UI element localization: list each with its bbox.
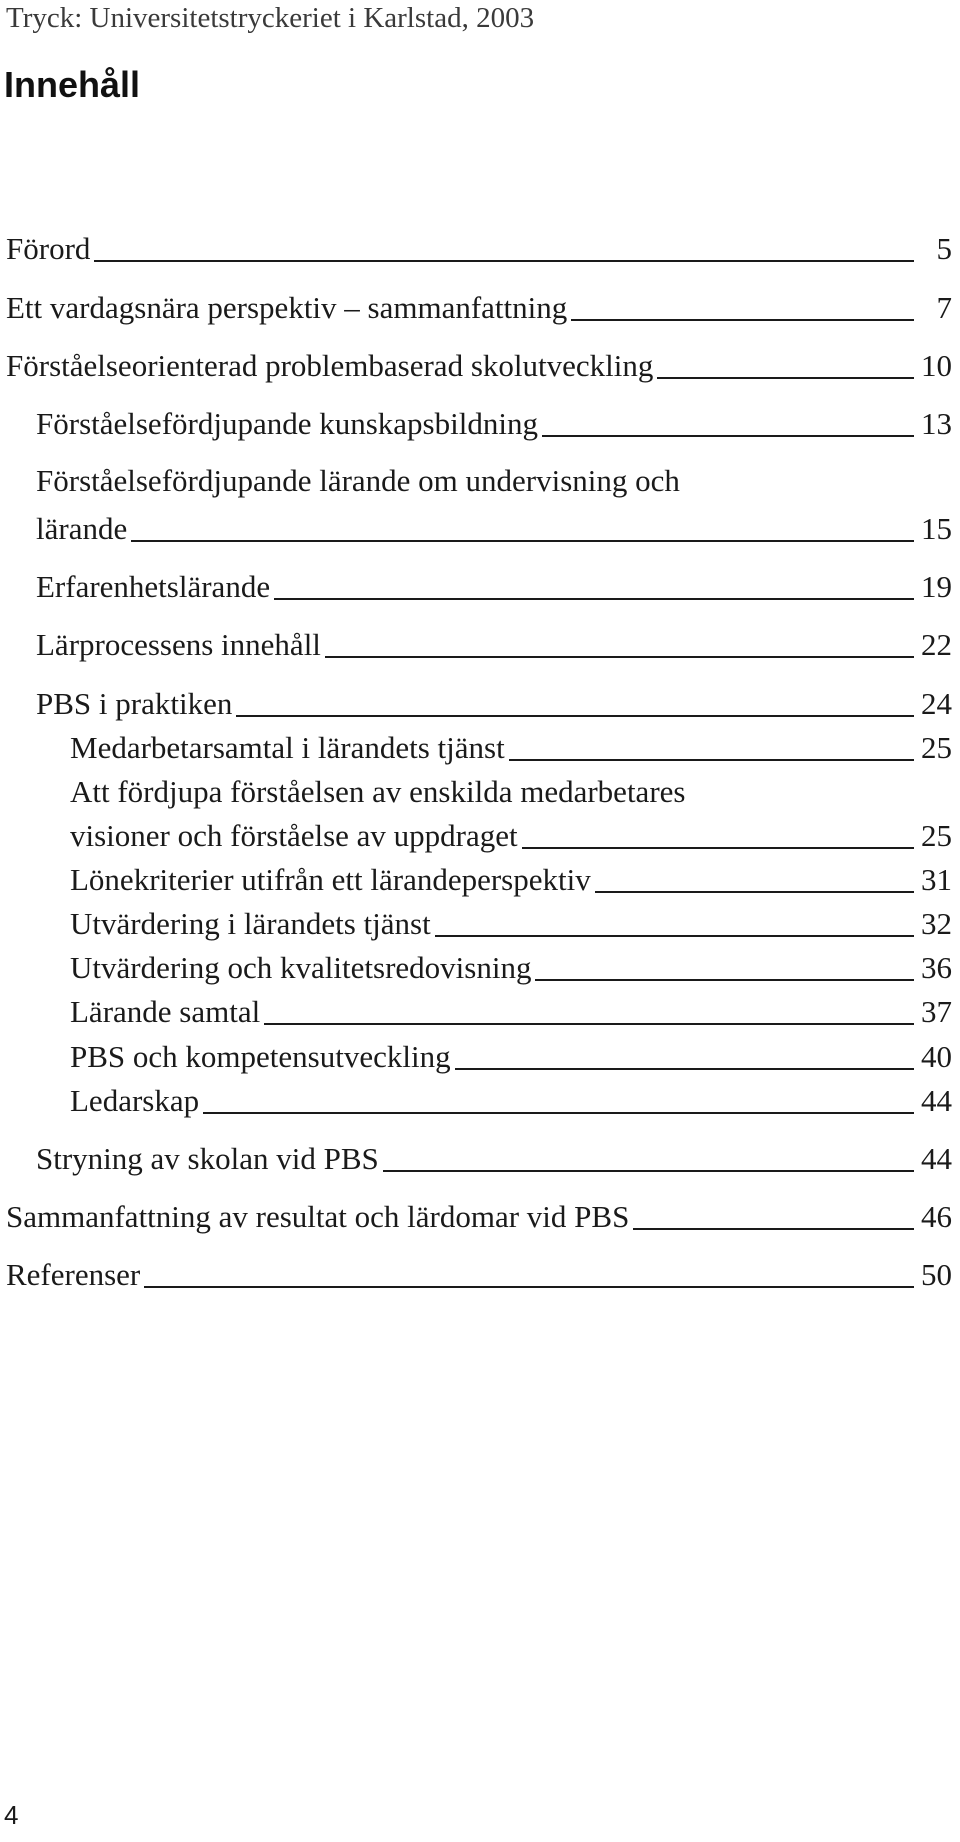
toc-entry-forord[interactable] xyxy=(6,232,952,266)
toc-entry-title-line1: Att fördjupa förståelsen av enskilda medarbetares xyxy=(70,774,686,809)
toc-leader-line xyxy=(274,596,914,600)
page-number: 4 xyxy=(4,1800,19,1830)
toc-entry-title: Ett vardagsnära perspektiv – sammanfattning xyxy=(6,290,568,325)
toc-entry-title: Referenser xyxy=(6,1257,141,1292)
toc-entry-larande-samtal[interactable] xyxy=(70,995,952,1029)
toc-entry-title-line1: Förståelsefördjupande lärande om undervisning och xyxy=(36,463,680,498)
toc-entry-page: 50 xyxy=(921,1257,952,1292)
toc-entry-larprocessens-innehall[interactable] xyxy=(36,628,952,662)
toc-entry-title: Ledarskap xyxy=(70,1083,200,1118)
toc-entry-page: 10 xyxy=(921,348,952,383)
toc-entry-lonekriterier[interactable] xyxy=(70,863,952,897)
toc-entry-title: PBS i praktiken xyxy=(36,686,233,721)
toc-entry-page: 40 xyxy=(921,1039,952,1074)
toc-leader-line xyxy=(455,1066,914,1070)
toc-entry-title: Erfarenhetslärande xyxy=(36,569,271,604)
toc-leader-line xyxy=(522,845,914,849)
toc-leader-line xyxy=(435,933,914,937)
toc-leader-line xyxy=(657,375,914,379)
toc-entry-title: Förord xyxy=(6,231,91,266)
toc-leader-line xyxy=(535,977,914,981)
toc-entry-page: 46 xyxy=(921,1199,952,1234)
toc-leader-line xyxy=(203,1110,914,1114)
toc-entry-title: Lärande samtal xyxy=(70,994,261,1029)
print-note: Tryck: Universitetstryckeriet i Karlstad, 2003 xyxy=(6,2,535,34)
toc-entry-page: 19 xyxy=(921,569,952,604)
toc-entry-erfarenhetslarande[interactable] xyxy=(36,570,952,604)
toc-entry-page: 36 xyxy=(921,950,952,985)
toc-entry-title: Sammanfattning av resultat och lärdomar vid PBS xyxy=(6,1199,630,1234)
toc-leader-line xyxy=(144,1284,914,1288)
toc-entry-kompetensutveckling[interactable] xyxy=(70,1040,952,1074)
toc-entry-page: 15 xyxy=(921,511,952,546)
toc-entry-referenser[interactable] xyxy=(6,1258,952,1292)
toc-entry-forstaelseorienterad[interactable] xyxy=(6,349,952,383)
toc-leader-line xyxy=(236,713,914,717)
toc-entry-title: visioner och förståelse av uppdraget xyxy=(70,818,518,853)
toc-entry-page: 5 xyxy=(936,231,952,266)
toc-entry-kunskapsbildning[interactable] xyxy=(36,407,952,441)
toc-entry-sammanfattning[interactable] xyxy=(6,1200,952,1234)
toc-entry-page: 7 xyxy=(936,290,952,325)
toc-entry-title: Medarbetarsamtal i lärandets tjänst xyxy=(70,730,505,765)
toc-leader-line xyxy=(383,1168,914,1172)
page-title: Innehåll xyxy=(4,64,141,105)
toc-entry-kvalitetsredovisning[interactable] xyxy=(70,951,952,985)
toc-entry-ledarskap[interactable] xyxy=(70,1084,952,1118)
toc-entry-pbs-i-praktiken[interactable] xyxy=(36,687,952,721)
toc-leader-line xyxy=(571,317,914,321)
toc-entry-page: 13 xyxy=(921,406,952,441)
toc-leader-line xyxy=(94,258,914,262)
toc-leader-line xyxy=(595,889,914,893)
toc-entry-page: 44 xyxy=(921,1083,952,1118)
toc-entry-title: Förståelsefördjupande kunskapsbildning xyxy=(36,406,538,441)
toc-leader-line xyxy=(542,433,914,437)
toc-entry-medarbetarsamtal[interactable] xyxy=(70,731,952,765)
toc-entry-title: Stryning av skolan vid PBS xyxy=(36,1141,379,1176)
toc-entry-page: 25 xyxy=(921,818,952,853)
toc-entry-visioner[interactable] xyxy=(70,819,952,853)
toc-entry-larande-om-undervisning[interactable] xyxy=(36,512,952,546)
toc-entry-page: 31 xyxy=(921,862,952,897)
toc-entry-stryning[interactable] xyxy=(36,1142,952,1176)
toc-leader-line xyxy=(131,538,914,542)
toc-leader-line xyxy=(633,1226,914,1230)
toc-entry-title: Lönekriterier utifrån ett lärandeperspektiv xyxy=(70,862,591,897)
toc-entry-utvardering-larandets[interactable] xyxy=(70,907,952,941)
toc-entry-page: 37 xyxy=(921,994,952,1029)
toc-entry-page: 22 xyxy=(921,627,952,662)
toc-leader-line xyxy=(325,654,914,658)
toc-entry-page: 25 xyxy=(921,730,952,765)
toc-entry-page: 24 xyxy=(921,686,952,721)
toc-entry-title: Lärprocessens innehåll xyxy=(36,627,321,662)
toc-entry-vardagsnara[interactable] xyxy=(6,291,952,325)
toc-entry-title: lärande xyxy=(36,511,128,546)
toc-leader-line xyxy=(509,757,914,761)
toc-leader-line xyxy=(264,1021,914,1025)
toc-entry-page: 44 xyxy=(921,1141,952,1176)
toc-entry-title: Förståelseorienterad problembaserad skolutveckling xyxy=(6,348,654,383)
toc-entry-title: Utvärdering i lärandets tjänst xyxy=(70,906,431,941)
toc-entry-title: PBS och kompetensutveckling xyxy=(70,1039,451,1074)
toc-entry-page: 32 xyxy=(921,906,952,941)
toc-entry-title: Utvärdering och kvalitetsredovisning xyxy=(70,950,532,985)
